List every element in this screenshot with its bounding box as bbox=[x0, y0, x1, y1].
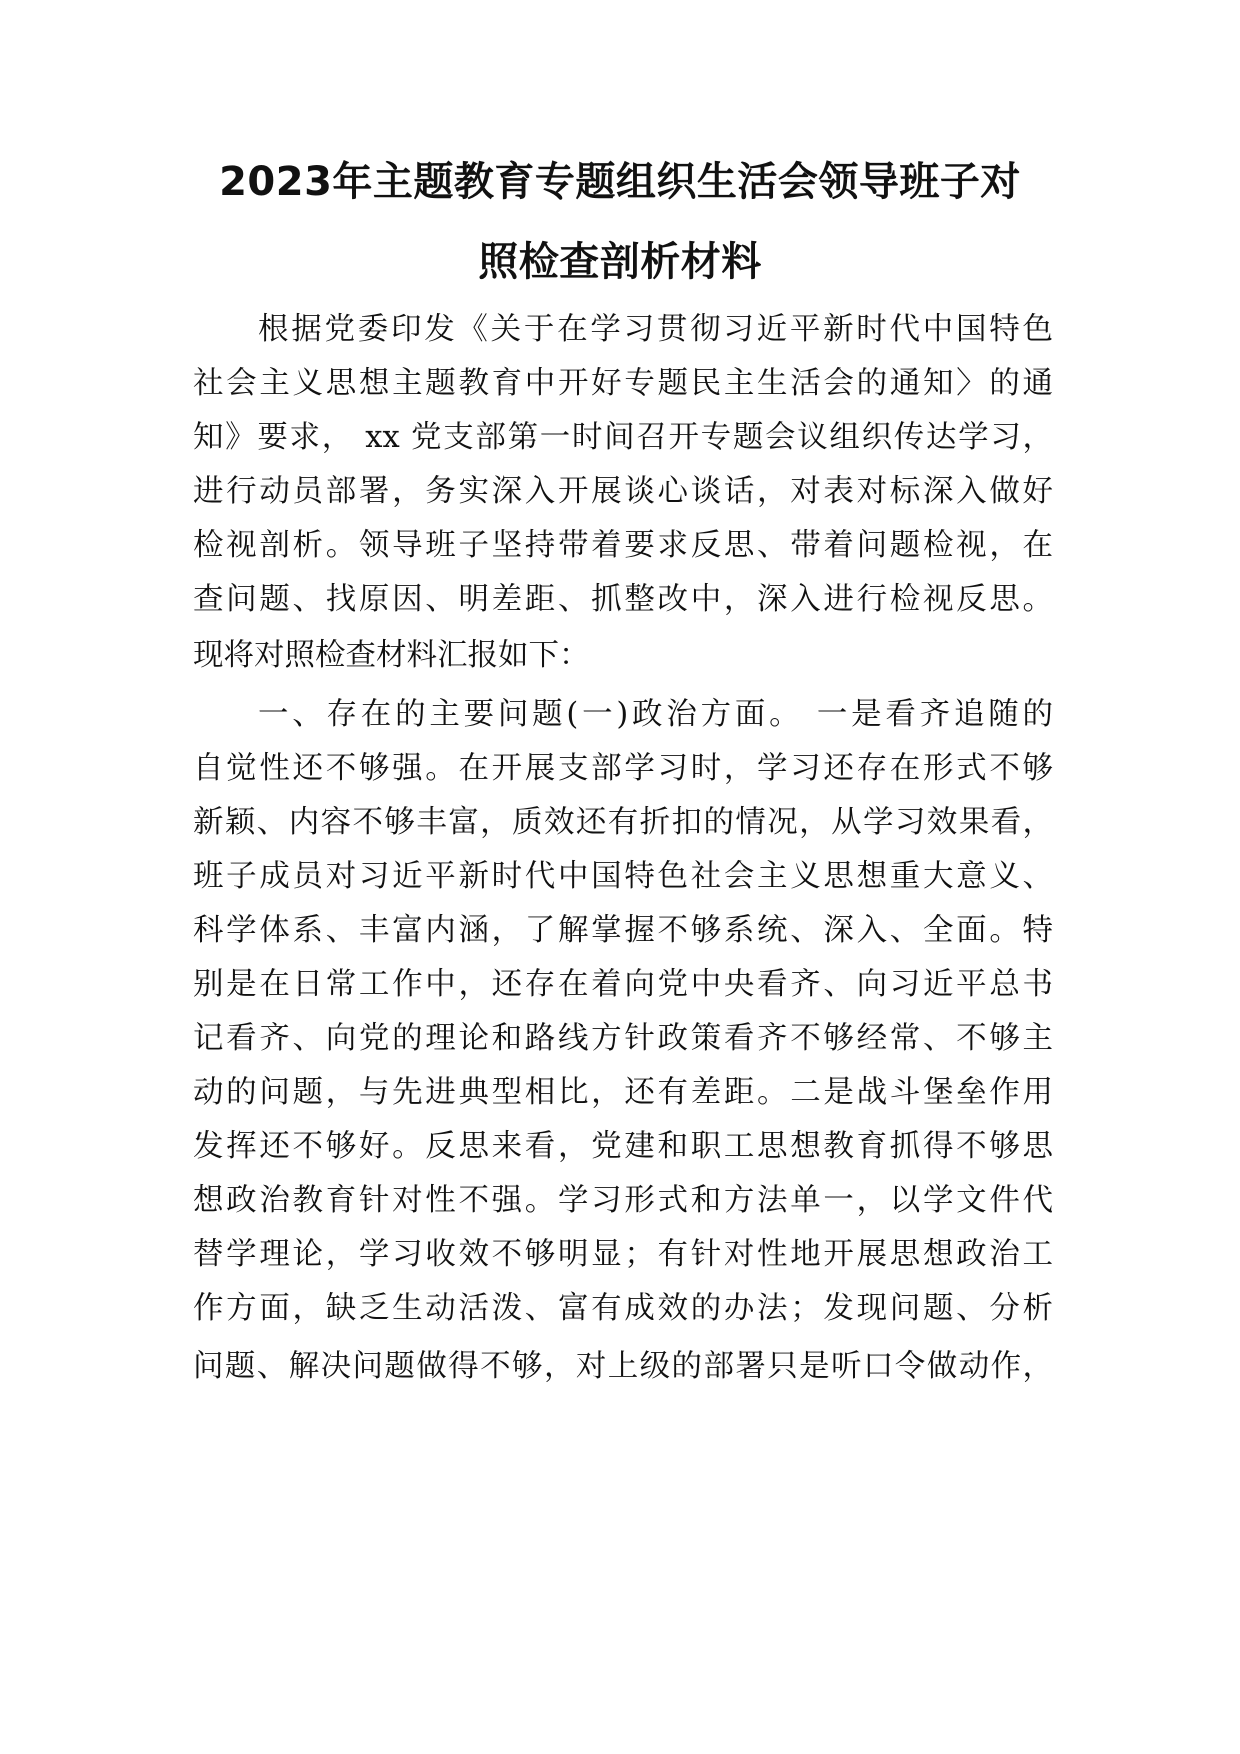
paragraph-2-line: 问题、解决问题做得不够，对上级的部署只是听口令做动作， bbox=[193, 1349, 1053, 1384]
paragraph-2-line: 一、存在的主要问题(一)政治方面。 一是看齐追随的 bbox=[258, 697, 1053, 732]
paragraph-1-line: 知》要求， xx 党支部第一时间召开专题会议组织传达学习， bbox=[193, 420, 1053, 455]
paragraph-1-line: 社会主义思想主题教育中开好专题民主生活会的通知〉的通 bbox=[193, 366, 1053, 401]
paragraph-2-line: 作方面，缺乏生动活泼、富有成效的办法；发现问题、分析 bbox=[193, 1291, 1053, 1326]
paragraph-1-line: 检视剖析。领导班子坚持带着要求反思、带着问题检视，在 bbox=[193, 528, 1053, 563]
paragraph-2-line: 新颖、内容不够丰富，质效还有折扣的情况，从学习效果看， bbox=[193, 805, 1053, 840]
document-title-line-2: 照检查剖析材料 bbox=[478, 239, 762, 285]
paragraph-1-line: 根据党委印发《关于在学习贯彻习近平新时代中国特色 bbox=[258, 312, 1053, 347]
paragraph-2-line: 自觉性还不够强。在开展支部学习时，学习还存在形式不够 bbox=[193, 751, 1053, 786]
paragraph-1-line: 进行动员部署，务实深入开展谈心谈话，对表对标深入做好 bbox=[193, 474, 1053, 509]
paragraph-1-line: 现将对照检查材料汇报如下： bbox=[193, 638, 590, 673]
paragraph-2-line: 发挥还不够好。反思来看，党建和职工思想教育抓得不够思 bbox=[193, 1129, 1053, 1164]
paragraph-2-line: 想政治教育针对性不强。学习形式和方法单一，以学文件代 bbox=[193, 1183, 1053, 1218]
paragraph-1-line: 查问题、找原因、明差距、抓整改中，深入进行检视反思。 bbox=[193, 582, 1053, 617]
paragraph-2-line: 别是在日常工作中，还存在着向党中央看齐、向习近平总书 bbox=[193, 967, 1053, 1002]
paragraph-2-line: 动的问题，与先进典型相比，还有差距。二是战斗堡垒作用 bbox=[193, 1075, 1053, 1110]
paragraph-2-line: 记看齐、向党的理论和路线方针政策看齐不够经常、不够主 bbox=[193, 1021, 1053, 1056]
paragraph-2-line: 班子成员对习近平新时代中国特色社会主义思想重大意义、 bbox=[193, 859, 1053, 894]
document-title-line-1: 2023年主题教育专题组织生活会领导班子对 bbox=[219, 159, 1021, 205]
paragraph-2-line: 替学理论，学习收效不够明显；有针对性地开展思想政治工 bbox=[193, 1237, 1053, 1272]
paragraph-2-line: 科学体系、丰富内涵，了解掌握不够系统、深入、全面。特 bbox=[193, 913, 1053, 948]
